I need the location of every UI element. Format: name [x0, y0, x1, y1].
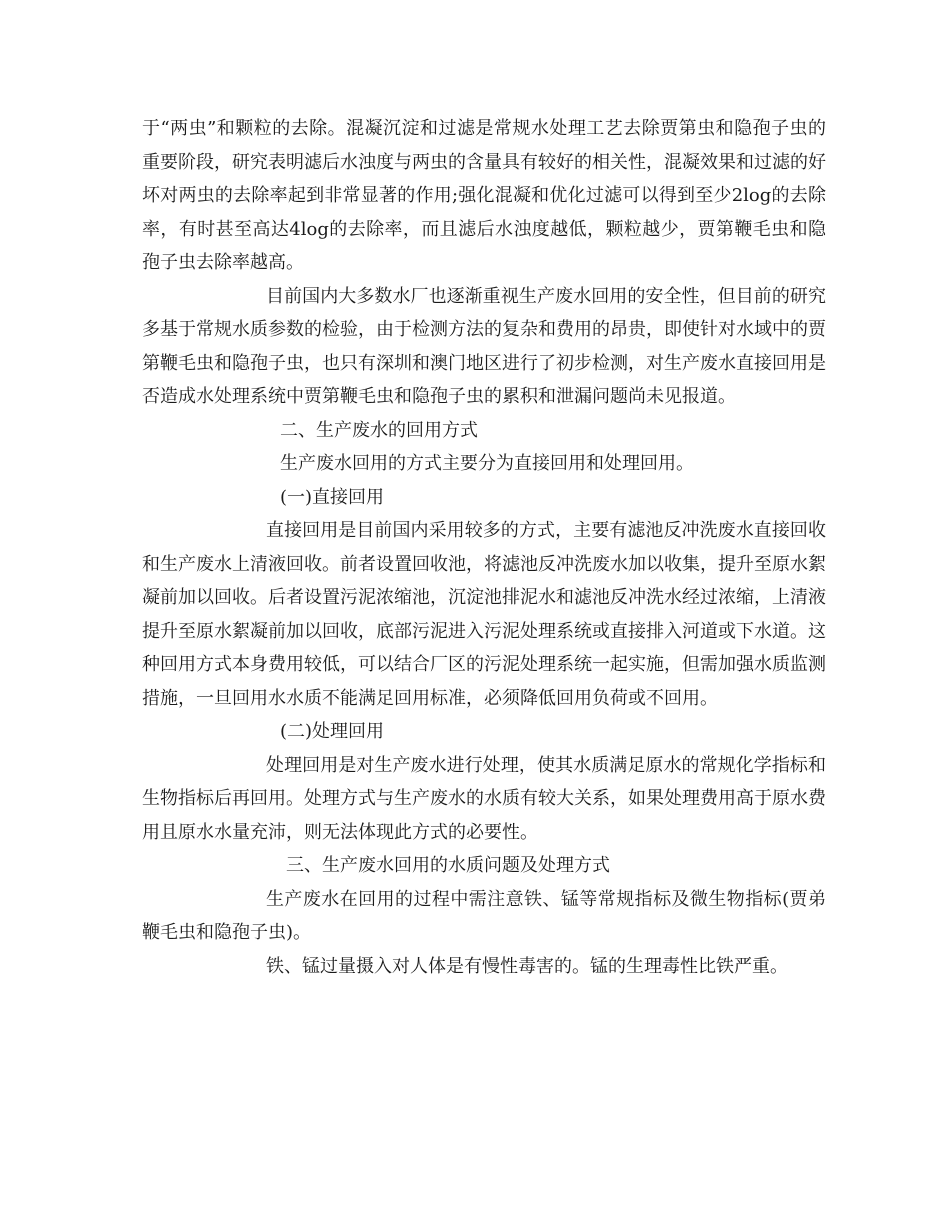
paragraph-iron-manganese: 铁、锰过量摄入对人体是有慢性毒害的。锰的生理毒性比铁严重。 [266, 955, 788, 977]
section-heading-reuse-methods: 二、生产废水的回用方式 [280, 419, 478, 441]
paragraph-reuse-methods-intro: 生产废水回用的方式主要分为直接回用和处理回用。 [280, 453, 694, 474]
paragraph-quality-indicators: 生产废水在回用的过程中需注意铁、锰等常规指标及微生物指标(贾弟鞭毛虫和隐孢子虫)。 [142, 888, 826, 943]
subheading-treatment-reuse: (二)处理回用 [280, 721, 385, 742]
paragraph-domestic-plants: 目前国内大多数水厂也逐渐重视生产废水回用的安全性，但目前的研究多基于常规水质参数的检验，由于检测方法的复杂和费用的昂贵，即使针对水域中的贾第鞭毛虫和隐孢子虫，也只有深圳和澳门地区进行了初步检测，对生产废水直接回用是否造成水处理系统中贾第鞭毛虫和隐孢子虫的累积和泄漏问题尚未见报道。 [142, 285, 826, 407]
paragraph-direct-reuse: 直接回用是目前国内采用较多的方式，主要有滤池反冲洗废水直接回收和生产废水上清液回收。前者设置回收池，将滤池反冲洗废水加以收集，提升至原水絮凝前加以回收。后者设置污泥浓缩池，沉淀池排泥水和滤池反冲洗水经过浓缩，上清液提升至原水絮凝前加以回收，底部污泥进入污泥处理系统或直接排入河道或下水道。这种回用方式本身费用较低，可以结合厂区的污泥处理系统一起实施，但需加强水质监测措施，一旦回用水水质不能满足回用标准，必须降低回用负荷或不回用。 [142, 520, 826, 709]
paragraph-treatment-reuse: 处理回用是对生产废水进行处理，使其水质满足原水的常规化学指标和生物指标后再回用。处理方式与生产废水的水质有较大关系，如果处理费用高于原水费用且原水水量充沛，则无法体现此方式的必要性。 [142, 754, 826, 843]
paragraph-two-parasites-removal: 于“两虫”和颗粒的去除。混凝沉淀和过滤是常规水处理工艺去除贾第虫和隐孢子虫的重要阶段，研究表明滤后水浊度与两虫的含量具有较好的相关性，混凝效果和过滤的好坏对两虫的去除率起到非常显著的作用;强化混凝和优化过滤可以得到至少2log的去除率，有时甚至高达4log的去除率，而且滤后水浊度越低，颗粒越少，贾第鞭毛虫和隐孢子虫去除率越高。 [142, 118, 826, 273]
document-body [142, 112, 826, 983]
section-heading-water-quality: 三、生产废水回用的水质问题及处理方式 [286, 855, 610, 876]
subheading-direct-reuse: (一)直接回用 [280, 486, 385, 508]
